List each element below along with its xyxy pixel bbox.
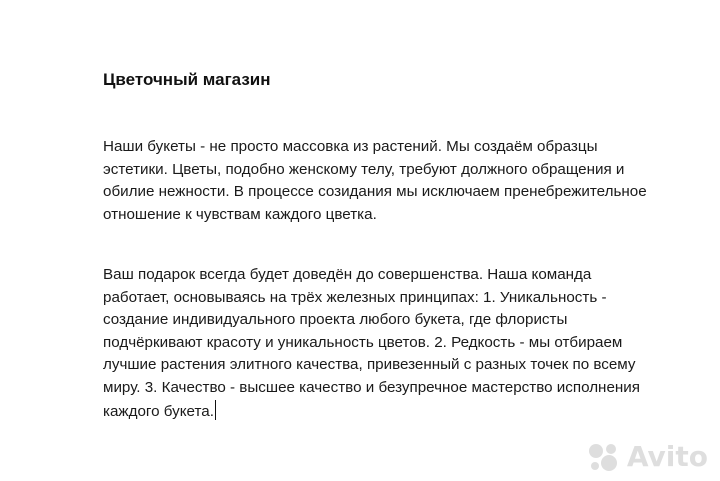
paragraph-line: Ваш подарок всегда будет доведён до совершенства. Наша команда (103, 266, 592, 283)
avito-logo-icon (587, 441, 621, 473)
paragraph-last-line (103, 400, 693, 424)
paragraph-line: обилие нежности. В процессе созидания мы исключаем пренебрежительное (103, 183, 647, 201)
text-cursor (215, 400, 216, 420)
paragraph-line: Наши букеты - не просто массовка из растений. Мы создаём образцы (103, 138, 598, 155)
paragraph-principles (103, 264, 693, 423)
avito-watermark (587, 441, 708, 473)
watermark-text: Avito (626, 440, 708, 473)
paragraph-line: подчёркивают красоту и уникальность цветов. 2. Редкость - мы отбираем (103, 333, 623, 351)
paragraph-line: отношение к чувствам каждого цветка. (103, 205, 377, 223)
paragraph-line: эстетики. Цветы, подобно женскому телу, требуют должного обращения и (103, 160, 625, 178)
paragraph-line: миру. 3. Качество - высшее качество и безупречное мастерство исполнения (103, 378, 640, 396)
paragraph-intro (103, 136, 693, 226)
paragraph-line: работает, основываясь на трёх железных принципах: 1. Уникальность - (103, 288, 607, 306)
document-title: Цветочный магазин (103, 70, 271, 89)
paragraph-line: лучшие растения элитного качества, привезенный с разных точек по всему (103, 356, 636, 374)
paragraph-line-text: каждого букета. (103, 402, 214, 420)
paragraph-line: создание индивидуального проекта любого букета, где флористы (103, 311, 568, 329)
